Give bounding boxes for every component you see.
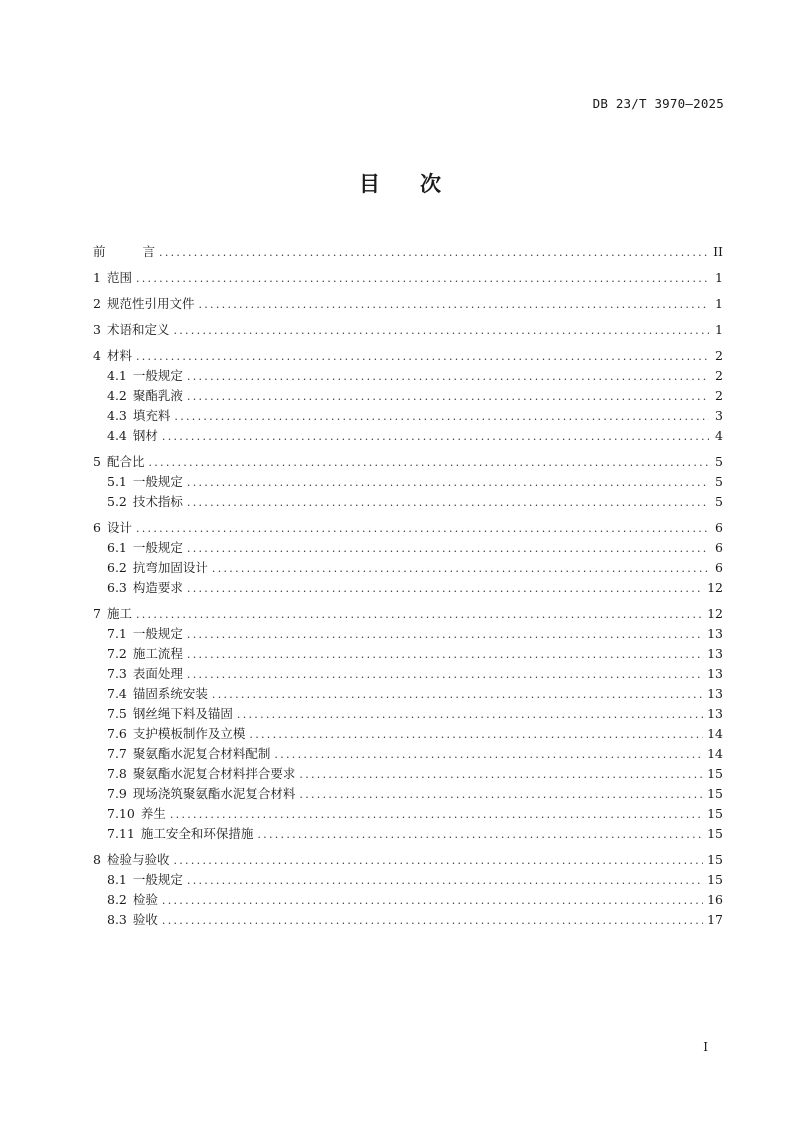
toc-entry-number: 4.3 xyxy=(107,408,127,423)
toc-entry-label: 抗弯加固设计 xyxy=(132,560,208,575)
toc-entry-page: 2 xyxy=(715,368,723,383)
title-char-2: 次 xyxy=(420,172,441,196)
toc-entry[interactable] xyxy=(93,784,723,804)
toc-entry-page: 13 xyxy=(707,686,723,701)
toc-entry-number: 6.1 xyxy=(107,540,127,555)
toc-entry[interactable] xyxy=(93,426,723,446)
toc-entry[interactable] xyxy=(93,346,723,366)
toc-entry-number: 2 xyxy=(93,296,101,311)
toc-entry-label: 设计 xyxy=(106,520,132,535)
toc-entry-number: 4.2 xyxy=(107,388,127,403)
toc-entry-preface[interactable] xyxy=(93,242,723,262)
toc-entry-number: 3 xyxy=(93,322,101,337)
toc-entry-label: 术语和定义 xyxy=(106,322,170,337)
toc-entry-label: 聚氨酯水泥复合材料拌合要求 xyxy=(132,766,296,781)
leader-dots xyxy=(198,295,709,315)
toc-entry-label: 施工 xyxy=(106,606,132,621)
toc-entry-page: 14 xyxy=(707,726,723,741)
toc-entry-label: 材料 xyxy=(106,348,132,363)
toc-entry-number: 8.1 xyxy=(107,872,127,887)
toc-entry[interactable] xyxy=(93,578,723,598)
toc-entry-page: 13 xyxy=(707,666,723,681)
toc-entry-number: 6 xyxy=(93,520,101,535)
toc-entry[interactable] xyxy=(93,320,723,340)
leader-dots xyxy=(249,725,703,745)
toc-entry-number: 7.3 xyxy=(107,666,127,681)
leader-dots xyxy=(274,745,703,765)
leader-dots xyxy=(187,367,709,387)
toc-entry-page: 6 xyxy=(715,560,723,575)
standard-code: DB 23/T 3970—2025 xyxy=(592,96,724,111)
toc-entry-page: 13 xyxy=(707,626,723,641)
toc-entry-number: 7.10 xyxy=(107,806,135,821)
toc-entry-page: 4 xyxy=(715,428,723,443)
toc-entry-label: 聚酯乳液 xyxy=(132,388,183,403)
toc-entry[interactable] xyxy=(93,294,723,314)
toc-entry-number: 8 xyxy=(93,852,101,867)
toc-entry[interactable] xyxy=(93,704,723,724)
toc-entry-label: 钢丝绳下料及锚固 xyxy=(132,706,233,721)
toc-entry-label: 规范性引用文件 xyxy=(106,296,195,311)
toc-entry[interactable] xyxy=(93,452,723,472)
leader-dots xyxy=(148,453,709,473)
toc-entry[interactable] xyxy=(93,684,723,704)
toc-entry-page: 5 xyxy=(715,474,723,489)
toc-entry-page: 15 xyxy=(707,786,723,801)
table-of-contents xyxy=(93,242,723,930)
leader-dots xyxy=(162,911,703,931)
toc-entry[interactable] xyxy=(93,870,723,890)
toc-entry-number: 4.1 xyxy=(107,368,127,383)
leader-dots xyxy=(257,825,703,845)
toc-entry[interactable] xyxy=(93,268,723,288)
toc-entry-label: 一般规定 xyxy=(132,540,183,555)
leader-dots xyxy=(187,645,703,665)
toc-entry[interactable] xyxy=(93,472,723,492)
preface-char-1: 前 xyxy=(93,244,106,259)
toc-entry[interactable] xyxy=(93,492,723,512)
toc-entry-number: 7.11 xyxy=(107,826,135,841)
leader-dots xyxy=(136,269,709,289)
leader-dots xyxy=(173,851,703,871)
leader-dots xyxy=(187,387,709,407)
toc-entry-label: 技术指标 xyxy=(132,494,183,509)
page-number: I xyxy=(703,1040,708,1054)
toc-entry-page: II xyxy=(713,244,723,259)
toc-entry[interactable] xyxy=(93,850,723,870)
toc-entry-label: 填充料 xyxy=(132,408,171,423)
toc-entry[interactable] xyxy=(93,824,723,844)
toc-entry-page: 2 xyxy=(715,348,723,363)
toc-entry-label: 检验 xyxy=(132,892,158,907)
toc-entry-number: 7.7 xyxy=(107,746,127,761)
toc-entry-number: 4.4 xyxy=(107,428,127,443)
toc-entry-label: 支护模板制作及立模 xyxy=(132,726,246,741)
toc-entry-number: 5.2 xyxy=(107,494,127,509)
toc-entry-page: 15 xyxy=(707,872,723,887)
toc-entry-number: 7.6 xyxy=(107,726,127,741)
toc-entry-label: 施工流程 xyxy=(132,646,183,661)
toc-entry[interactable] xyxy=(93,558,723,578)
toc-entry-number: 7.9 xyxy=(107,786,127,801)
leader-dots xyxy=(170,805,703,825)
toc-entry-page: 15 xyxy=(707,826,723,841)
toc-entry-number: 7.1 xyxy=(107,626,127,641)
toc-entry-page: 1 xyxy=(715,296,723,311)
leader-dots xyxy=(136,605,703,625)
toc-entry-page: 1 xyxy=(715,270,723,285)
toc-entry[interactable] xyxy=(93,890,723,910)
leader-dots xyxy=(299,765,703,785)
toc-entry-number: 7.4 xyxy=(107,686,127,701)
toc-entry-page: 15 xyxy=(707,806,723,821)
toc-entry-page: 13 xyxy=(707,646,723,661)
toc-entry-page: 15 xyxy=(707,766,723,781)
toc-entry-number: 7.8 xyxy=(107,766,127,781)
toc-entry-number: 4 xyxy=(93,348,101,363)
toc-entry-label: 一般规定 xyxy=(132,626,183,641)
leader-dots xyxy=(173,321,709,341)
toc-entry-label: 一般规定 xyxy=(132,368,183,383)
toc-entry-page: 6 xyxy=(715,520,723,535)
toc-entry[interactable] xyxy=(93,664,723,684)
toc-entry-page: 6 xyxy=(715,540,723,555)
toc-entry[interactable] xyxy=(93,804,723,824)
toc-entry[interactable] xyxy=(93,910,723,930)
toc-entry-label: 聚氨酯水泥复合材料配制 xyxy=(132,746,271,761)
leader-dots xyxy=(174,407,709,427)
title-char-1: 目 xyxy=(359,172,380,196)
toc-entry-number: 1 xyxy=(93,270,101,285)
toc-entry-label: 钢材 xyxy=(132,428,158,443)
leader-dots xyxy=(136,519,709,539)
toc-entry-page: 12 xyxy=(707,606,723,621)
toc-entry-label: 一般规定 xyxy=(132,872,183,887)
toc-entry-page: 16 xyxy=(707,892,723,907)
toc-entry-number: 5.1 xyxy=(107,474,127,489)
leader-dots xyxy=(159,243,709,263)
toc-entry-page: 15 xyxy=(707,852,723,867)
toc-entry[interactable] xyxy=(93,644,723,664)
toc-entry-label: 表面处理 xyxy=(132,666,183,681)
toc-entry-label: 验收 xyxy=(132,912,158,927)
toc-entry-label: 配合比 xyxy=(106,454,145,469)
leader-dots xyxy=(187,539,709,559)
toc-entry-page: 2 xyxy=(715,388,723,403)
toc-entry[interactable] xyxy=(93,724,723,744)
toc-entry[interactable] xyxy=(93,624,723,644)
toc-entry-page: 12 xyxy=(707,580,723,595)
toc-entry-label: 构造要求 xyxy=(132,580,183,595)
toc-entry[interactable] xyxy=(93,386,723,406)
toc-entry-page: 13 xyxy=(707,706,723,721)
toc-entry-number: 8.3 xyxy=(107,912,127,927)
toc-entry[interactable] xyxy=(93,538,723,558)
leader-dots xyxy=(187,665,703,685)
leader-dots xyxy=(187,473,709,493)
leader-dots xyxy=(187,579,703,599)
toc-entry[interactable] xyxy=(93,406,723,426)
toc-entry-number: 7.2 xyxy=(107,646,127,661)
toc-entry-page: 3 xyxy=(715,408,723,423)
toc-entry-page: 1 xyxy=(715,322,723,337)
leader-dots xyxy=(136,347,709,367)
leader-dots xyxy=(187,493,709,513)
toc-entry-label: 施工安全和环保措施 xyxy=(140,826,254,841)
toc-entry[interactable] xyxy=(93,518,723,538)
toc-entry-page: 14 xyxy=(707,746,723,761)
toc-entry-label: 检验与验收 xyxy=(106,852,170,867)
toc-entry-label: 一般规定 xyxy=(132,474,183,489)
leader-dots xyxy=(212,559,709,579)
toc-entry[interactable] xyxy=(93,604,723,624)
toc-entry-page: 5 xyxy=(715,494,723,509)
toc-entry[interactable] xyxy=(93,764,723,784)
toc-entry-number: 8.2 xyxy=(107,892,127,907)
toc-entry-number: 7 xyxy=(93,606,101,621)
page-title xyxy=(0,168,800,198)
toc-entry[interactable] xyxy=(93,366,723,386)
toc-entry-label: 养生 xyxy=(140,806,166,821)
leader-dots xyxy=(187,871,703,891)
toc-entry-number: 5 xyxy=(93,454,101,469)
toc-entry-label xyxy=(93,242,155,262)
leader-dots xyxy=(162,427,709,447)
toc-entry-page: 5 xyxy=(715,454,723,469)
toc-entry-number: 7.5 xyxy=(107,706,127,721)
leader-dots xyxy=(187,625,703,645)
toc-entry-number: 6.2 xyxy=(107,560,127,575)
toc-entry-number: 6.3 xyxy=(107,580,127,595)
leader-dots xyxy=(237,705,703,725)
leader-dots xyxy=(162,891,703,911)
leader-dots xyxy=(212,685,703,705)
preface-char-2: 言 xyxy=(142,244,156,259)
toc-entry-label: 锚固系统安装 xyxy=(132,686,208,701)
toc-entry-label: 范围 xyxy=(106,270,132,285)
toc-entry[interactable] xyxy=(93,744,723,764)
toc-entry-page: 17 xyxy=(707,912,723,927)
toc-entry-label: 现场浇筑聚氨酯水泥复合材料 xyxy=(132,786,296,801)
leader-dots xyxy=(299,785,703,805)
